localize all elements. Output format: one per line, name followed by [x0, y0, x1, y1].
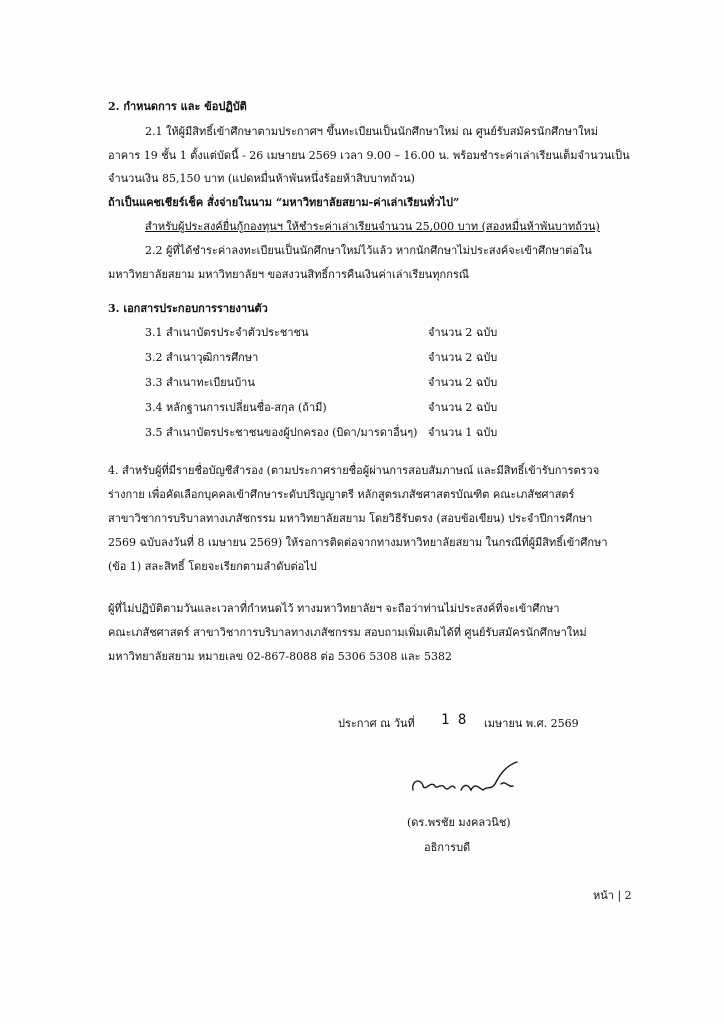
notice-line-1: ผู้ที่ไม่ปฏิบัติตามวันและเวลาที่กำหนดไว้ ทางมหาวิทยาลัยฯ จะถือว่าท่านไม่ประสงค์ที่จะเข้าศึกษา [108, 602, 560, 615]
signer-name: (ดร.พรชัย มงคลวนิช) [407, 816, 511, 829]
document-item-count: จำนวน 2 ฉบับ [428, 351, 498, 364]
document-item-count: จำนวน 1 ฉบับ [428, 426, 498, 439]
announce-prefix: ประกาศ ณ วันที่ [338, 717, 415, 730]
section-2-1-line-3: จำนวนเงิน 85,150 บาท (แปดหมื่นห้าพันหนึ่งร้อยห้าสิบบาทถ้วน) [108, 172, 415, 185]
handwritten-signature [405, 760, 525, 800]
page-number: หน้า | 2 [593, 889, 632, 902]
notice-line-2: คณะเภสัชศาสตร์ สาขาวิชาการบริบาลทางเภสัชกรรม สอบถามเพิ่มเติมได้ที่ ศูนย์รับสมัครนักศึกษาใหม่ [108, 626, 587, 639]
section-4-line-5: (ข้อ 1) สละสิทธิ์ โดยจะเรียกตามลำดับต่อไป [108, 560, 317, 573]
section-2-2-line-2: มหาวิทยาลัยสยาม มหาวิทยาลัยฯ ขอสงวนสิทธิ์การคืนเงินค่าเล่าเรียนทุกกรณี [108, 268, 469, 281]
document-item-label: 3.2 สำเนาวุฒิการศึกษา [145, 351, 259, 364]
document-item-label: 3.1 สำเนาบัตรประจำตัวประชาชน [145, 326, 309, 339]
section-4-line-4: 2569 ฉบับลงวันที่ 8 เมษายน 2569) ให้รอการติดต่อจากทางมหาวิทยาลัยสยาม ในกรณีที่ผู้มีสิทธิ์เข้าศึกษา [108, 536, 608, 549]
document-item-count: จำนวน 2 ฉบับ [428, 401, 498, 414]
section-2-1-line-4: ถ้าเป็นแคชเชียร์เช็ค สั่งจ่ายในนาม “มหาวิทยาลัยสยาม-ค่าเล่าเรียนทั่วไป” [108, 196, 460, 209]
section-2-heading: 2. กำหนดการ และ ข้อปฏิบัติ [108, 100, 247, 113]
section-2-1-line-2: อาคาร 19 ชั้น 1 ตั้งแต่บัดนี้ - 26 เมษายน 2569 เวลา 9.00 – 16.00 น. พร้อมชำระค่าเล่าเรียนเต็มจำนวนเป็น [108, 149, 630, 162]
section-2-1-loan-note: สำหรับผู้ประสงค์ยื่นกู้กองทุนฯ ให้ชำระค่าเล่าเรียนจำนวน 25,000 บาท (สองหมื่นห้าพันบาทถ้วน) [145, 220, 600, 233]
section-4-line-2: ร่างกาย เพื่อคัดเลือกบุคคลเข้าศึกษาระดับปริญญาตรี หลักสูตรเภสัชศาสตรบัณฑิต คณะเภสัชศาสตร์ [108, 488, 575, 501]
section-3-heading: 3. เอกสารประกอบการรายงานตัว [108, 302, 268, 315]
section-2-1-line-1: 2.1 ให้ผู้มีสิทธิ์เข้าศึกษาตามประกาศฯ ขึ้นทะเบียนเป็นนักศึกษาใหม่ ณ ศูนย์รับสมัครนักศึกษาใหม่ [145, 125, 599, 138]
section-4-line-1: 4. สำหรับผู้ที่มีรายชื่อบัญชีสำรอง (ตามประกาศรายชื่อผู้ผ่านการสอบสัมภาษณ์ และมีสิทธิ์เข้ารับการตรวจ [108, 464, 600, 477]
announce-month-year: เมษายน พ.ศ. 2569 [484, 717, 579, 730]
section-2-2-line-1: 2.2 ผู้ที่ได้ชำระค่าลงทะเบียนเป็นนักศึกษาใหม่ไว้แล้ว หากนักศึกษาไม่ประสงค์จะเข้าศึกษาต่อใน [145, 244, 592, 257]
document-item-label: 3.4 หลักฐานการเปลี่ยนชื่อ-สกุล (ถ้ามี) [145, 401, 327, 414]
document-item-label: 3.3 สำเนาทะเบียนบ้าน [145, 376, 255, 389]
document-item-count: จำนวน 2 ฉบับ [428, 376, 498, 389]
notice-line-3: มหาวิทยาลัยสยาม หมายเลข 02-867-8088 ต่อ 5306 5308 และ 5382 [108, 650, 453, 663]
document-item-count: จำนวน 2 ฉบับ [428, 326, 498, 339]
section-4-line-3: สาขาวิชาการบริบาลทางเภสัชกรรม มหาวิทยาลัยสยาม โดยวิธีรับตรง (สอบข้อเขียน) ประจำปีการศึกษา [108, 512, 593, 525]
announce-day: 1 8 [441, 712, 467, 728]
document-item-label: 3.5 สำเนาบัตรประชาชนของผู้ปกครอง (บิดา/มารดาอื่นๆ) [145, 426, 418, 439]
signer-title: อธิการบดี [424, 841, 471, 854]
